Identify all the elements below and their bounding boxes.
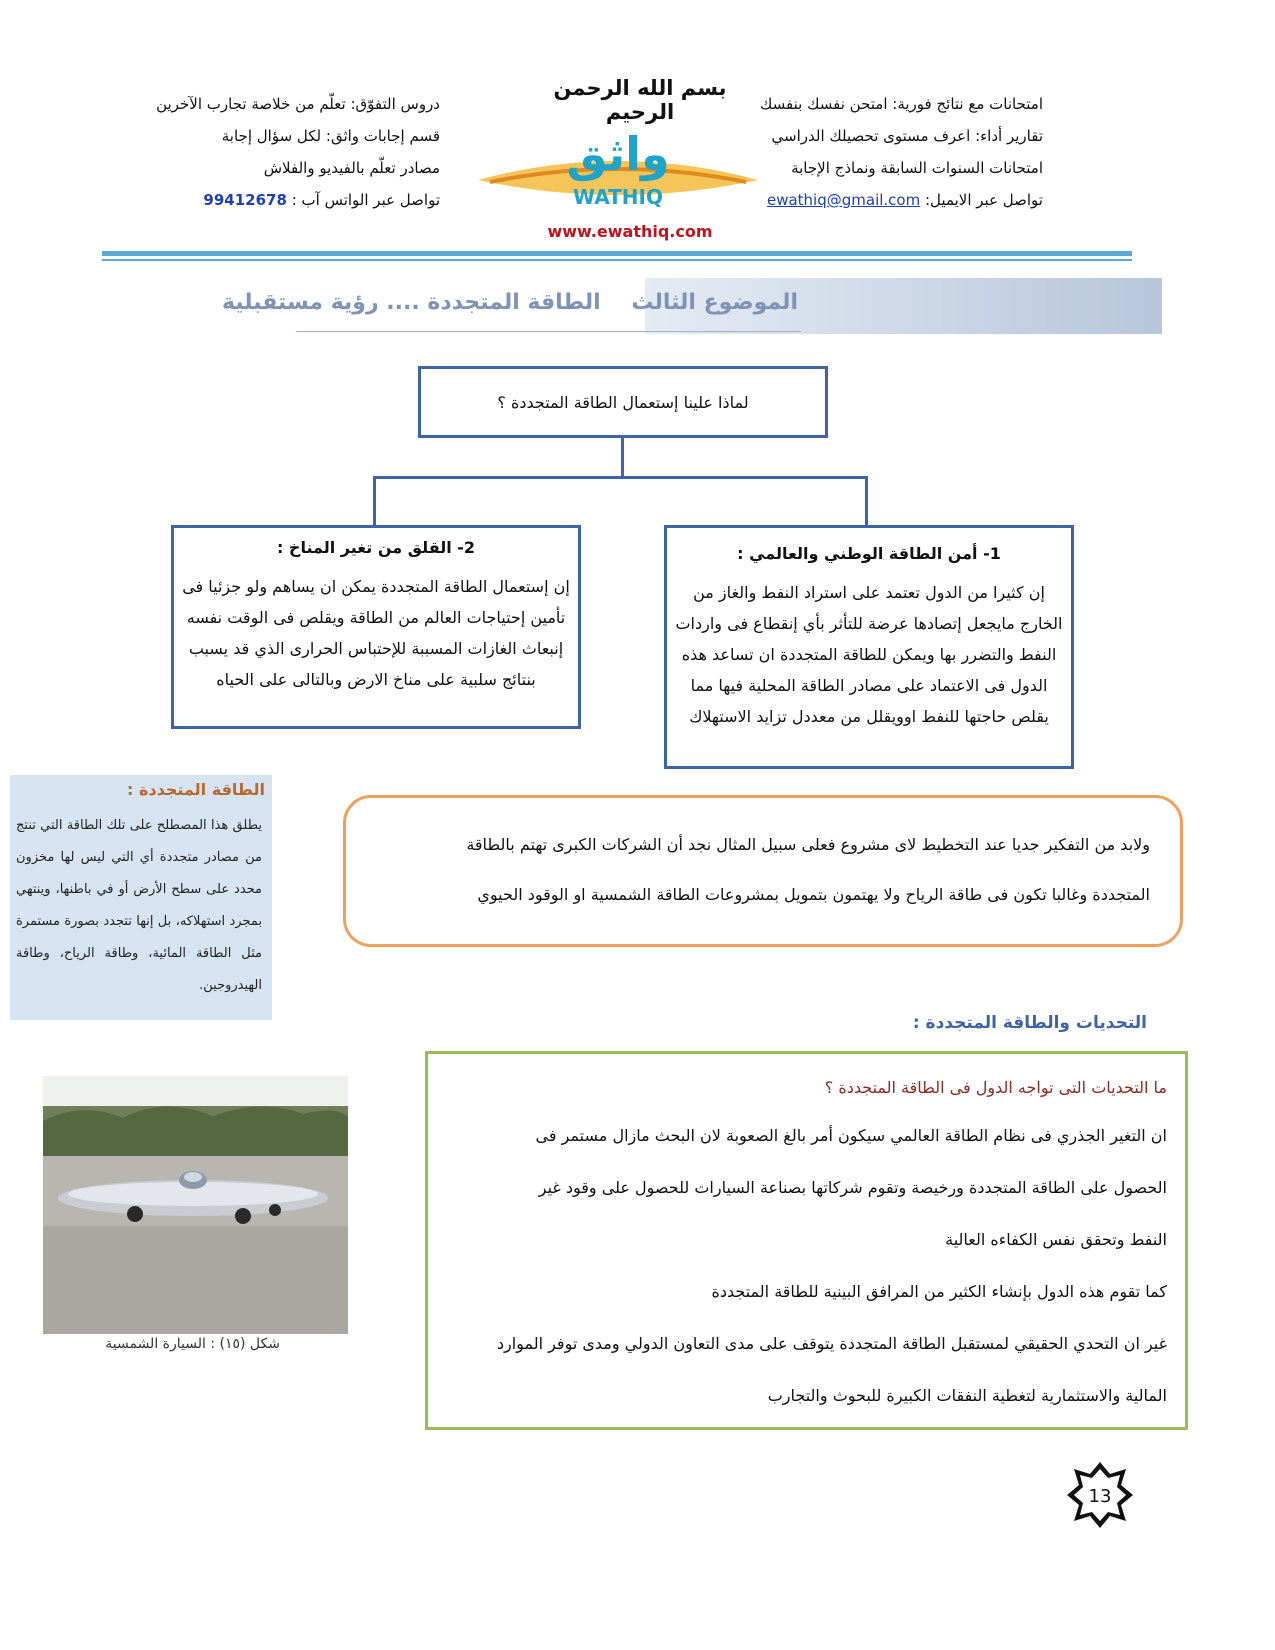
challenges-line-5: غير ان التحدي الحقيقي لمستقبل الطاقة المتجددة يتوقف على مدى التعاون الدولي ومدى توفر الموارد (496, 1334, 1167, 1353)
challenges-question: ما التحديات التى تواجه الدول فى الطاقة المتجددة ؟ (824, 1078, 1167, 1097)
climate-change-text: إن إستعمال الطاقة المتجددة يمكن ان يساهم ولو جزئيا فى تأمين إحتياجات العالم من الطاقة ويقلص فى الوقت نفسه إنبعاث الغازات المسببة للإحتباس الحرارى الذي قد يسبب بنتائج سلبية على مناخ الارض وبالتالى على الحياه (182, 577, 570, 689)
challenges-line-2: الحصول على الطاقة المتجددة ورخيصة وتقوم شركاتها بصناعة السيارات للحصول على وقود غير (538, 1178, 1167, 1197)
wathiq-logo (468, 112, 768, 220)
topic-title: الطاقة المتجددة .... رؤية مستقبلية (221, 290, 601, 315)
topic-label: الموضوع الثالث (631, 290, 798, 315)
header-divider (102, 251, 1132, 256)
header-whatsapp-line (140, 184, 440, 216)
figure-caption: شكل (١٥) : السيارة الشمسية (105, 1336, 280, 1352)
header-email-line (760, 184, 1043, 216)
page-number-badge (1065, 1460, 1135, 1530)
topic-underline (296, 331, 801, 332)
topic-heading (222, 290, 798, 315)
header-left-line-2: قسم إجابات واثق: لكل سؤال إجابة (221, 127, 440, 145)
definition-text: يطلق هذا المصطلح على تلك الطاقة التي تنتج من مصادر متجددة أي التي ليس لها مخزون محدد على سطح الأرض أو في باطنها، وينتهي بمجرد استهلاكه، بل إنها تتجدد بصورة مستمرة مثل الطاقة المائية، وطاقة الرياح، وطاقة الهيدروجين. (16, 818, 262, 993)
header-right-line-1: امتحانات مع نتائج فورية: امتحن نفسك بنفسك (760, 95, 1043, 113)
definition-title: الطاقة المتجددة : (127, 780, 265, 799)
website-link[interactable]: www.ewathiq.com (547, 222, 713, 241)
challenges-heading: التحديات والطاقة المتجددة : (912, 1013, 1147, 1033)
challenges-line-6: المالية والاستثمارية لتغطية النفقات الكبيرة للبحوث والتجارب (767, 1386, 1167, 1405)
connector-vertical-main (621, 438, 624, 477)
email-link[interactable]: ewathiq@gmail.com (766, 191, 921, 209)
climate-change-box (171, 525, 581, 729)
challenges-line-4: كما تقوم هذه الدول بإنشاء الكثير من المرافق البينية للطاقة المتجددة (711, 1282, 1167, 1301)
header-left-line-1: دروس التفوّق: تعلّم من خلاصة تجارب الآخرين (156, 95, 440, 113)
logo-latin: WATHIQ (573, 185, 663, 209)
header-right-column (760, 88, 1043, 216)
header-left-line-3: مصادر تعلّم بالفيديو والفلاش (263, 159, 440, 177)
connector-horizontal (373, 476, 868, 479)
planning-note-line-1: ولابد من التفكير جديا عند التخطيط لاى مشروع فعلى سبيل المثال نجد أن الشركات الكبرى تهتم بالطاقة (466, 835, 1150, 854)
solar-car-photo (43, 1076, 348, 1334)
challenges-line-1: ان التغير الجذري فى نظام الطاقة العالمي سيكون أمر بالغ الصعوبة لان البحث مازال مستمر فى (535, 1126, 1167, 1145)
question-box: لماذا علينا إستعمال الطاقة المتجددة ؟ (418, 366, 828, 438)
energy-security-text: إن كثيرا من الدول تعتمد على استراد النفط والغاز من الخارج مايجعل إتصادها عرضة للتأثر بأي إنقطاع فى واردات النفط والتضرر بها ويمكن للطاقة المتجددة ان تساعد هذه الدول فى الاعتماد على مصادر الطاقة المحلية فيها مما يقلص حاجتها للنفط اوويقلل من معددل تزايد الاستهلاك (675, 583, 1063, 726)
logo-arabic: واثق (566, 127, 670, 181)
header-right-line-3: امتحانات السنوات السابقة ونماذج الإجابة (791, 159, 1043, 177)
planning-note-line-2: المتجددة وغالبا تكون فى طاقة الرياح ولا يهتمون بتمويل بمشروعات الطاقة الشمسية او الوقود الحيوي (477, 885, 1150, 904)
climate-change-title: 2- القلق من تغير المناخ : (276, 538, 476, 557)
connector-right-drop (865, 476, 868, 526)
challenges-line-3: النفط وتحقق نفس الكفاءه العالية (945, 1230, 1167, 1249)
energy-security-title: 1- أمن الطاقة الوطني والعالمي : (737, 544, 1001, 563)
email-label: تواصل عبر الايميل: (925, 191, 1043, 209)
header-left-column (140, 88, 440, 216)
challenges-box (425, 1051, 1188, 1430)
header-right-line-2: تقارير أداء: اعرف مستوى تحصيلك الدراسي (771, 127, 1043, 145)
planning-note-box (343, 795, 1183, 947)
bismillah-heading: بسم الله الرحمن الرحيم (553, 76, 727, 124)
page-number: 13 (1088, 1486, 1112, 1507)
whatsapp-label: تواصل عبر الواتس آب : (291, 191, 440, 209)
energy-security-box (664, 525, 1074, 769)
header-divider-thin (102, 259, 1132, 261)
connector-left-drop (373, 476, 376, 526)
whatsapp-number: 99412678 (203, 191, 287, 209)
